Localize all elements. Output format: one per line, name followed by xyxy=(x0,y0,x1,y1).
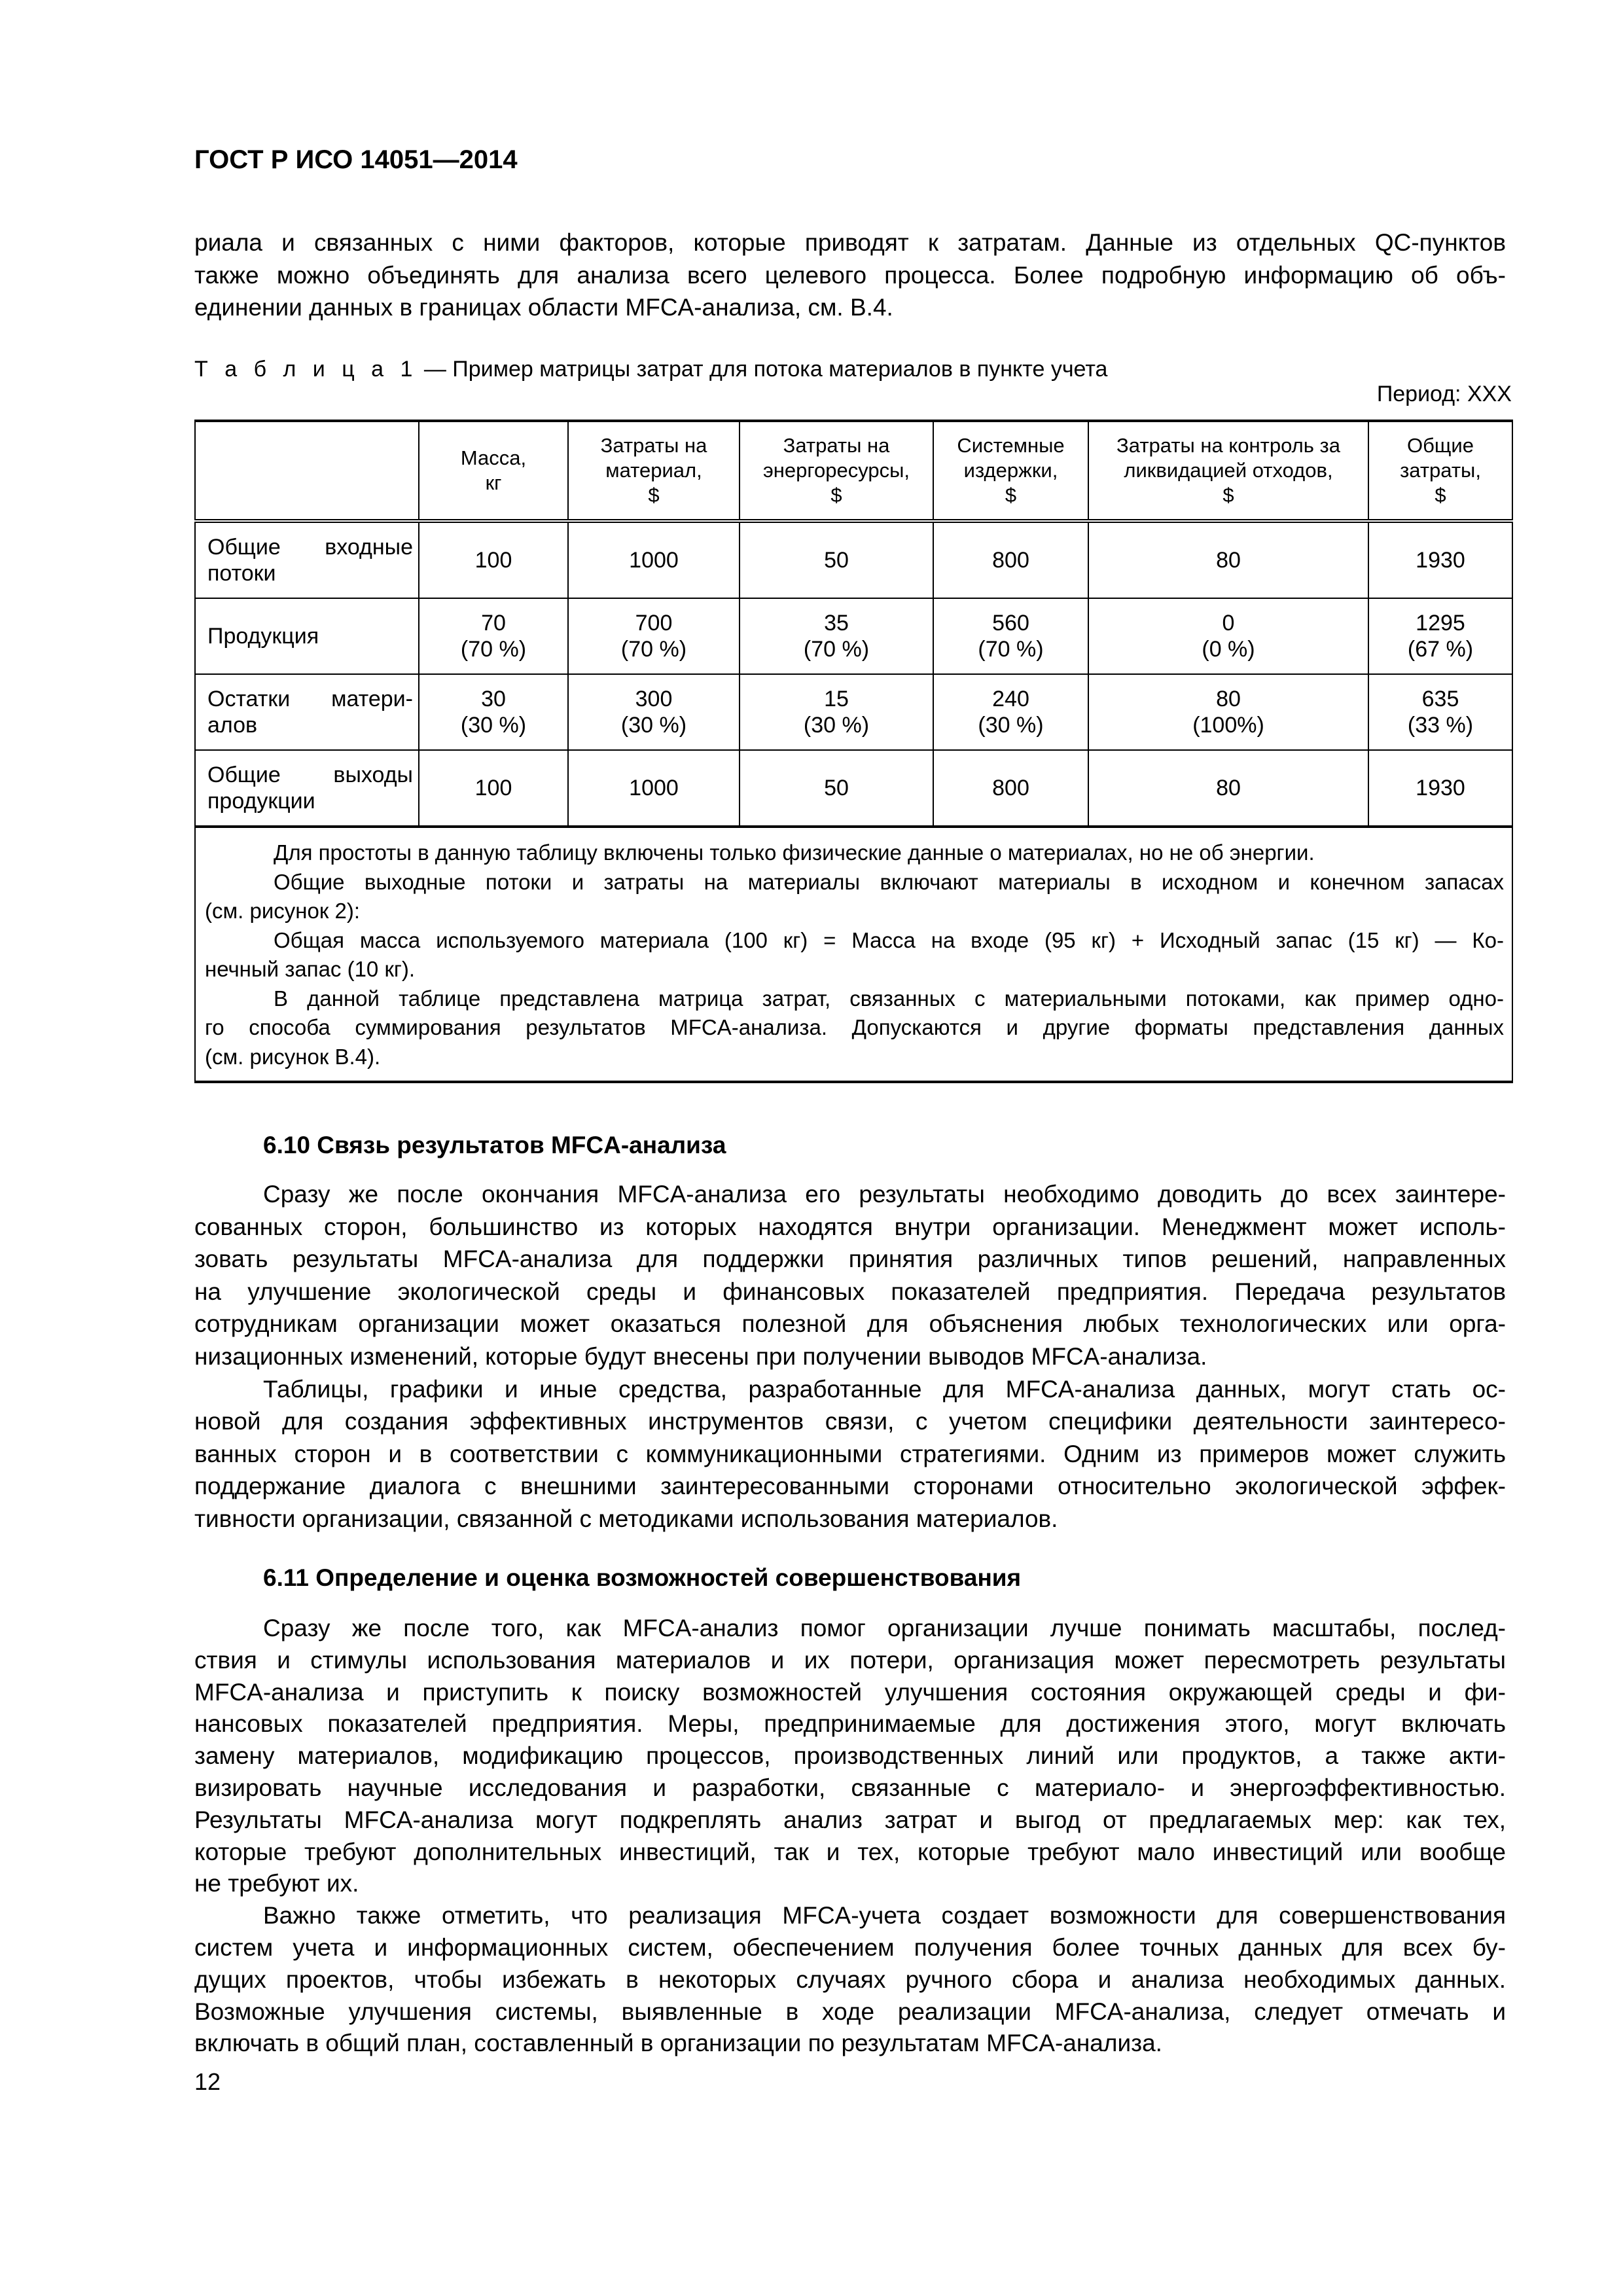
cell-value: 80 xyxy=(1216,687,1241,711)
table-row xyxy=(195,521,1512,598)
column-header xyxy=(933,421,1088,521)
text-line: не требуют их. xyxy=(194,1870,359,1897)
table-cell xyxy=(933,598,1088,674)
column-header-line: Общие xyxy=(1407,434,1474,457)
cell-value: 240 xyxy=(992,687,1029,711)
row-label-line: продукции xyxy=(207,789,315,814)
text-line: Сразу же после окончания MFCA-анализа его результаты необходимо доводить до всех заинтере- xyxy=(263,1181,1506,1208)
header-cell-empty xyxy=(195,421,419,521)
column-header-line: $ xyxy=(648,484,660,507)
column-header xyxy=(1088,421,1368,521)
text-line: MFCA-анализа и приступить к поиску возможностей улучшения состояния окружающей среды и фи- xyxy=(194,1678,1506,1706)
table-cell xyxy=(1088,674,1368,750)
column-header-line: Затраты на xyxy=(783,434,890,457)
paragraph xyxy=(194,1373,1506,1535)
text-line: зовать результаты MFCA-анализа для поддержки принятия различных типов решений, направленных xyxy=(194,1246,1506,1273)
cell-value: 15 xyxy=(824,687,849,711)
cell-value: 0 xyxy=(1222,611,1235,636)
table-cell xyxy=(1088,750,1368,827)
text-line: Результаты MFCA-анализа могут подкреплять анализ затрат и выгод от предлагаемых мер: как тех, xyxy=(194,1806,1506,1833)
table-cell xyxy=(419,674,568,750)
intro-paragraph xyxy=(194,226,1506,324)
table-cell xyxy=(419,521,568,598)
text-line: Таблицы, графики и иные средства, разработанные для MFCA-анализа данных, могут стать ос- xyxy=(263,1375,1506,1403)
table-cell xyxy=(568,598,740,674)
cell-value: 30 xyxy=(481,687,506,711)
text-line: Сразу же после того, как MFCA-анализ помог организации лучше понимать масштабы, послед- xyxy=(263,1615,1506,1641)
column-header-line: ликвидацией отходов, xyxy=(1124,459,1333,482)
cell-value: 50 xyxy=(824,776,849,800)
table-cell xyxy=(1368,674,1512,750)
note-line: В данной таблице представлена матрица затрат, связанных с материальными потоками, как пример одно- xyxy=(274,986,1504,1011)
column-header xyxy=(740,421,933,521)
table-caption xyxy=(194,357,1107,382)
note-line: (см. рисунок В.4). xyxy=(205,1044,381,1069)
table-cell xyxy=(1088,598,1368,674)
cell-value: 80 xyxy=(1216,548,1241,573)
paragraph xyxy=(194,1613,1506,1900)
text-line: нансовых показателей предприятия. Меры, предпринимаемые для достижения этого, могут включать xyxy=(194,1710,1506,1738)
text-line: которые требуют дополнительных инвестиций, так и тех, которые требуют мало инвестиций или вообще xyxy=(194,1838,1506,1865)
text-line: поддержание диалога с внешними заинтересованными сторонами относительно экологической эффек- xyxy=(194,1473,1506,1500)
table-cell xyxy=(933,674,1088,750)
document-header: ГОСТ Р ИСО 14051—2014 xyxy=(194,145,518,174)
note-line: Для простоты в данную таблицу включены только физические данные о материалах, но не об энергии. xyxy=(274,840,1315,865)
table-cell xyxy=(419,750,568,827)
row-label xyxy=(195,674,419,750)
cell-value: (70 %) xyxy=(620,637,687,662)
cell-value: 1295 xyxy=(1416,611,1465,636)
row-label-line: алов xyxy=(207,713,258,738)
column-header-line: Масса, xyxy=(460,446,527,469)
text-line: тивности организации, связанной с методиками использования материалов. xyxy=(194,1505,1058,1532)
column-header-line: Затраты на xyxy=(600,434,707,457)
cell-value: 635 xyxy=(1421,687,1459,711)
cell-value: 35 xyxy=(824,611,849,636)
cell-value: (30 %) xyxy=(803,713,870,738)
column-header-line: издержки, xyxy=(963,459,1058,482)
row-label xyxy=(195,750,419,827)
table-cell xyxy=(1368,521,1512,598)
note-line: Общие выходные потоки и затраты на материалы включают материалы в исходном и конечном запасах xyxy=(274,869,1504,894)
page-number: 12 xyxy=(194,2068,221,2095)
row-label-line: Остатки матери- xyxy=(207,687,413,711)
cell-value: 700 xyxy=(635,611,673,636)
section-heading-6-11: 6.11 Определение и оценка возможностей совершенствования xyxy=(263,1564,1022,1591)
cell-value: 1930 xyxy=(1416,548,1465,573)
note-line: го способа суммирования результатов MFCA-анализа. Допускаются и другие форматы представления данных xyxy=(205,1015,1504,1039)
text-line: Возможные улучшения системы, выявленные в ходе реализации MFCA-анализа, следует отмечать и xyxy=(194,1998,1506,2025)
text-line: Важно также отметить, что реализация MFCA-учета создает возможности для совершенствования xyxy=(263,1902,1506,1929)
cell-value: (70 %) xyxy=(978,637,1044,662)
text-line: замену материалов, модификацию процессов, производственных линий или продуктов, а также акти- xyxy=(194,1742,1506,1770)
cell-value: (0 %) xyxy=(1202,637,1255,662)
table-notes xyxy=(195,827,1512,1082)
table-row xyxy=(195,750,1512,827)
cell-value: (67 %) xyxy=(1407,637,1474,662)
paragraph xyxy=(194,1900,1506,2060)
text-line: ствия и стимулы использования материалов и их потери, организация может пересмотреть результаты xyxy=(194,1646,1506,1674)
cell-value: 1000 xyxy=(629,776,679,800)
column-header-line: Системные xyxy=(957,434,1065,457)
table-caption-label: Т а б л и ц а 1 xyxy=(194,357,418,382)
table-cell xyxy=(1368,750,1512,827)
text-line: сованных сторон, большинство из которых находятся внутри организации. Менеджмент может исполь- xyxy=(194,1213,1506,1240)
text-line: на улучшение экологической среды и финансовых показателей предприятия. Передача результатов xyxy=(194,1278,1506,1305)
text-line: новой для создания эффективных инструментов связи, с учетом специфики деятельности заинтересо- xyxy=(194,1408,1506,1435)
cell-value: (30 %) xyxy=(620,713,687,738)
cell-value: (100%) xyxy=(1192,713,1264,738)
column-header-line: энергоресурсы, xyxy=(762,459,910,482)
text-line: дущих проектов, чтобы избежать в некоторых случаях ручного сбора и анализа необходимых данных. xyxy=(194,1965,1506,1993)
column-header xyxy=(568,421,740,521)
table-cell xyxy=(933,750,1088,827)
text-line: систем учета и информационных систем, обеспечением получения более точных данных для всех бу- xyxy=(194,1933,1506,1961)
cell-value: 70 xyxy=(481,611,506,636)
cell-value: (33 %) xyxy=(1407,713,1474,738)
note-line: (см. рисунок 2): xyxy=(205,899,360,923)
table-cell xyxy=(740,521,933,598)
text-line: также можно объединять для анализа всего целевого процесса. Более подробную информацию об объ- xyxy=(194,261,1506,289)
column-header-line: $ xyxy=(1222,484,1234,507)
cell-value: 100 xyxy=(474,776,512,800)
cell-value: (70 %) xyxy=(803,637,870,662)
note-line: Общая масса используемого материала (100 кг) = Масса на входе (95 кг) + Исходный запас (15 кг) — Ко- xyxy=(274,927,1504,952)
table-cell xyxy=(1368,598,1512,674)
table-row xyxy=(195,674,1512,750)
table-cell xyxy=(740,598,933,674)
table-header-row xyxy=(195,421,1512,521)
table-cell xyxy=(933,521,1088,598)
table-cell xyxy=(740,674,933,750)
cell-value: 1930 xyxy=(1416,776,1465,800)
column-header xyxy=(419,421,568,521)
table-notes-row xyxy=(195,827,1512,1082)
column-header-line: кг xyxy=(485,471,502,494)
table-cell xyxy=(568,521,740,598)
section-heading-6-10: 6.10 Связь результатов MFCA-анализа xyxy=(263,1132,726,1158)
column-header-line: $ xyxy=(1435,484,1446,507)
table-cell xyxy=(568,674,740,750)
row-label-line: Продукция xyxy=(207,624,319,649)
column-header-line: Затраты на контроль за xyxy=(1116,434,1340,457)
column-header-line: $ xyxy=(830,484,842,507)
table-period: Период: XXX xyxy=(1376,382,1512,406)
column-header-line: затраты, xyxy=(1400,459,1481,482)
text-line: единении данных в границах области MFCA-анализа, см. В.4. xyxy=(194,294,893,321)
cell-value: (70 %) xyxy=(460,637,527,662)
text-line: включать в общий план, составленный в организации по результатам MFCA-анализа. xyxy=(194,2030,1162,2057)
column-header xyxy=(1368,421,1512,521)
cell-value: (30 %) xyxy=(460,713,527,738)
cell-value: 300 xyxy=(635,687,673,711)
text-line: ванных сторон и в соответствии с коммуникационными стратегиями. Одним из примеров может служить xyxy=(194,1440,1506,1467)
table-cell xyxy=(568,750,740,827)
row-label xyxy=(195,521,419,598)
row-label-line: Общие выходы xyxy=(207,762,413,787)
table-cell xyxy=(1088,521,1368,598)
text-line: риала и связанных с ними факторов, которые приводят к затратам. Данные из отдельных QC-пунктов xyxy=(194,229,1506,256)
table-caption-text: — Пример матрицы затрат для потока материалов в пункте учета xyxy=(418,357,1108,382)
cell-value: 800 xyxy=(992,776,1029,800)
cell-value: 800 xyxy=(992,548,1029,573)
text-line: сотрудникам организации может оказаться полезной для объяснения любых технологических или орга- xyxy=(194,1310,1506,1338)
row-label-line: потоки xyxy=(207,561,276,586)
cost-matrix-table xyxy=(194,420,1513,1083)
cell-value: (30 %) xyxy=(978,713,1044,738)
table-cell xyxy=(419,598,568,674)
text-line: визировать научные исследования и разработки, связанные с материало- и энергоэффективностью. xyxy=(194,1774,1506,1801)
paragraph xyxy=(194,1178,1506,1373)
row-label-line: Общие входные xyxy=(207,535,413,560)
section-6-10-body xyxy=(194,1178,1506,1535)
column-header-line: $ xyxy=(1005,484,1017,507)
cell-value: 560 xyxy=(992,611,1029,636)
note-line: нечный запас (10 кг). xyxy=(205,957,416,981)
table-row xyxy=(195,598,1512,674)
cell-value: 80 xyxy=(1216,776,1241,800)
cell-value: 100 xyxy=(474,548,512,573)
section-6-11-body xyxy=(194,1613,1506,2060)
cell-value: 50 xyxy=(824,548,849,573)
row-label xyxy=(195,598,419,674)
table-cell xyxy=(740,750,933,827)
text-line: низационных изменений, которые будут внесены при получении выводов MFCA-анализа. xyxy=(194,1342,1207,1370)
column-header-line: материал, xyxy=(605,459,702,482)
cell-value: 1000 xyxy=(629,548,679,573)
